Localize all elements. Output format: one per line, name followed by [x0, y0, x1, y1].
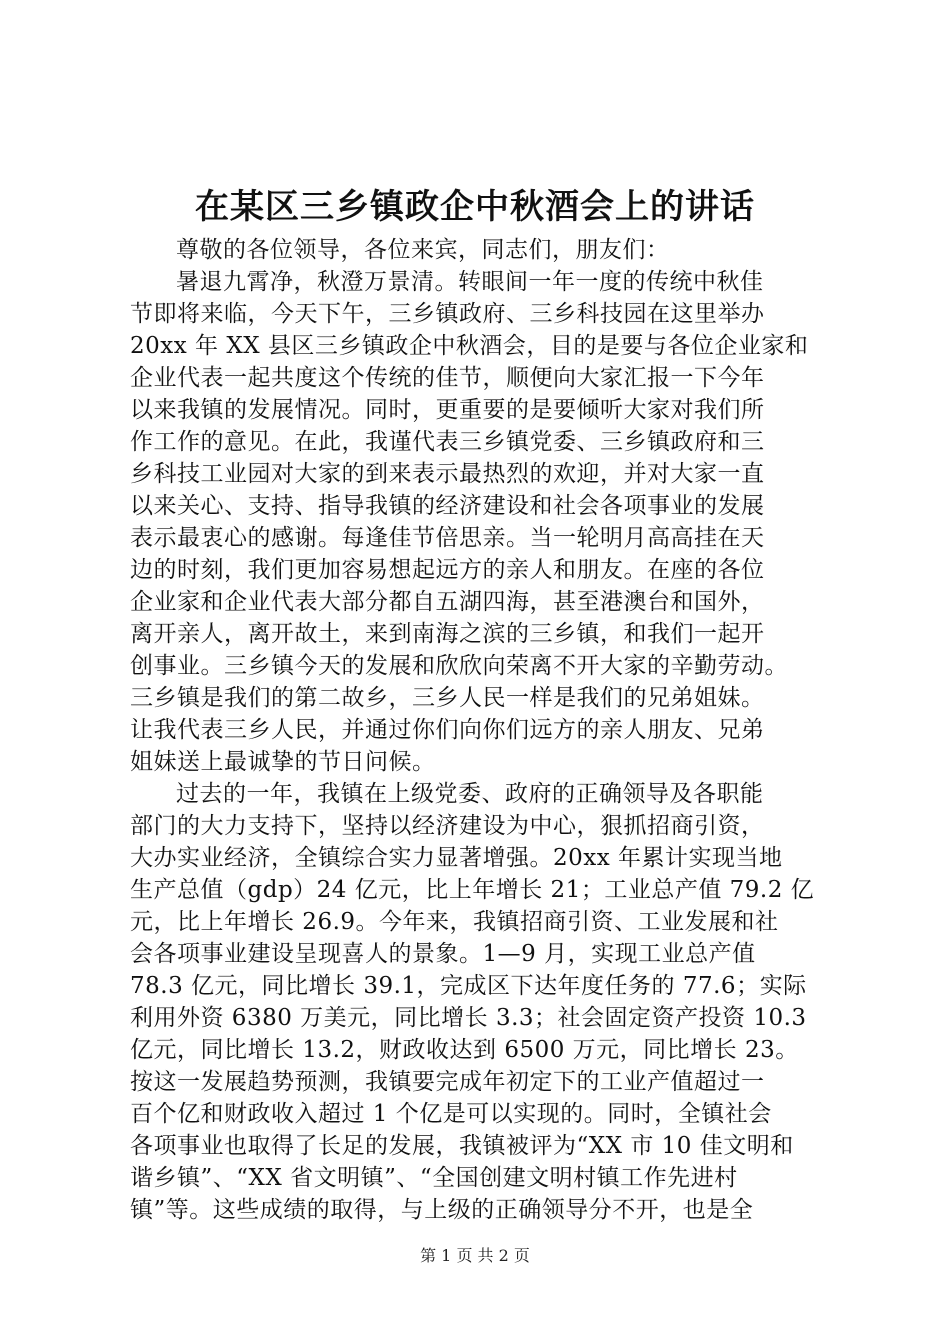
document-body: [130, 234, 830, 1226]
paragraph-line: 20xx 年 XX 县区三乡镇政企中秋酒会，目的是要与各位企业家和: [130, 333, 809, 359]
paragraph-line: 会各项事业建设呈现喜人的景象。1—9 月，实现工业总产值: [130, 941, 756, 967]
paragraph-line: 部门的大力支持下，坚持以经济建设为中心，狠抓招商引资，: [130, 813, 765, 839]
paragraph-line: 谐乡镇”、“XX 省文明镇”、“全国创建文明村镇工作先进村: [130, 1165, 738, 1191]
paragraph-line: 生产总值（gdp）24 亿元，比上年增长 21；工业总产值 79.2 亿: [130, 877, 815, 903]
paragraph-line: 大办实业经济，全镇综合实力显著增强。20xx 年累计实现当地: [130, 845, 783, 871]
document-title: 在某区三乡镇政企中秋酒会上的讲话: [195, 187, 755, 227]
paragraph-line: 三乡镇是我们的第二故乡，三乡人民一样是我们的兄弟姐妹。: [130, 685, 765, 711]
page-footer: 第 1 页 共 2 页: [420, 1246, 530, 1265]
paragraph-line: 百个亿和财政收入超过 1 个亿是可以实现的。同时，全镇社会: [130, 1101, 772, 1127]
paragraph-line: 离开亲人，离开故土，来到南海之滨的三乡镇，和我们一起开: [130, 621, 765, 647]
paragraph-line: 78.3 亿元，同比增长 39.1，完成区下达年度任务的 77.6；实际: [130, 973, 807, 999]
paragraph-line: 过去的一年，我镇在上级党委、政府的正确领导及各职能: [176, 781, 764, 807]
paragraph-line: 以来关心、支持、指导我镇的经济建设和社会各项事业的发展: [130, 493, 765, 519]
paragraph-line: 暑退九霄净，秋澄万景清。转眼间一年一度的传统中秋佳: [176, 269, 764, 295]
paragraph-line: 让我代表三乡人民，并通过你们向你们远方的亲人朋友、兄弟: [130, 717, 765, 743]
paragraph-line: 边的时刻，我们更加容易想起远方的亲人和朋友。在座的各位: [130, 557, 765, 583]
paragraph-line: 企业家和企业代表大部分都自五湖四海，甚至港澳台和国外，: [130, 589, 765, 615]
paragraph-line: 利用外资 6380 万美元，同比增长 3.3；社会固定资产投资 10.3: [130, 1005, 807, 1031]
paragraph-line: 元，比上年增长 26.9。今年来，我镇招商引资、工业发展和社: [130, 909, 779, 935]
salutation-line: 尊敬的各位领导，各位来宾，同志们，朋友们：: [176, 237, 670, 263]
paragraph-line: 姐妹送上最诚挚的节日问候。: [130, 749, 436, 775]
paragraph-line: 亿元，同比增长 13.2，财政收达到 6500 万元，同比增长 23。: [130, 1037, 799, 1063]
paragraph-line: 按这一发展趋势预测，我镇要完成年初定下的工业产值超过一: [130, 1069, 765, 1095]
paragraph-line: 表示最衷心的感谢。每逢佳节倍思亲。当一轮明月高高挂在天: [130, 525, 765, 551]
paragraph-line: 镇”等。这些成绩的取得，与上级的正确领导分不开，也是全: [130, 1197, 754, 1223]
paragraph-line: 企业代表一起共度这个传统的佳节，顺便向大家汇报一下今年: [130, 365, 765, 391]
paragraph-line: 乡科技工业园对大家的到来表示最热烈的欢迎，并对大家一直: [130, 461, 765, 487]
paragraph-line: 以来我镇的发展情况。同时，更重要的是要倾听大家对我们所: [130, 397, 765, 423]
paragraph-line: 作工作的意见。在此，我谨代表三乡镇党委、三乡镇政府和三: [130, 429, 765, 455]
paragraph-line: 节即将来临，今天下午，三乡镇政府、三乡科技园在这里举办: [130, 301, 765, 327]
paragraph-line: 创事业。三乡镇今天的发展和欣欣向荣离不开大家的辛勤劳动。: [130, 653, 788, 679]
paragraph-line: 各项事业也取得了长足的发展，我镇被评为“XX 市 10 佳文明和: [130, 1133, 794, 1159]
